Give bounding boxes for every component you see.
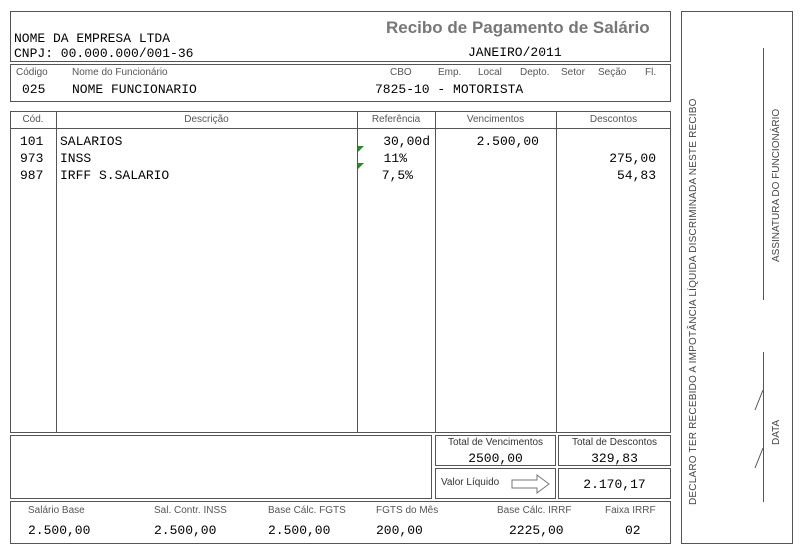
row-descricao: SALARIOS: [60, 134, 123, 149]
company-cnpj: CNPJ: 00.000.000/001-36: [14, 46, 194, 61]
total-vencimentos-label: Total de Vencimentos: [447, 437, 544, 448]
col-divider-3: [435, 111, 436, 433]
value-base-calc-fgts: 2.500,00: [268, 523, 331, 538]
header-referencia: Referência: [371, 114, 421, 125]
label-secao: Seção: [598, 67, 627, 78]
value-fgts-mes: 200,00: [376, 523, 423, 538]
row-descontos: 275,00: [609, 151, 656, 166]
value-base-calc-irrf: 2225,00: [509, 523, 564, 538]
header-vencimentos: Vencimentos: [466, 114, 525, 125]
employee-cbo: 7825-10 - MOTORISTA: [375, 82, 524, 97]
row-descricao: INSS: [60, 151, 92, 166]
label-nome: Nome do Funcionário: [72, 67, 168, 78]
label-fl: Fl.: [645, 67, 657, 78]
period: JANEIRO/2011: [468, 45, 562, 60]
row-descontos: 54,83: [616, 168, 656, 183]
label-emp: Emp.: [438, 67, 462, 78]
header-descricao: Descrição: [184, 114, 229, 125]
table-header-divider: [10, 128, 671, 129]
total-vencimentos-value: 2500,00: [468, 451, 523, 466]
label-base-calc-fgts: Base Cálc. FGTS: [268, 505, 346, 516]
label-local: Local: [478, 67, 502, 78]
total-descontos-value: 329,83: [591, 451, 638, 466]
header-descontos: Descontos: [589, 114, 638, 125]
valor-liquido-label: Valor Líquido: [441, 477, 500, 488]
label-faixa-irrf: Faixa IRRF: [605, 505, 656, 516]
comment-marker-icon: [358, 146, 364, 176]
signature-label: ASSINATURA DO FUNCIONÁRIO: [771, 108, 782, 262]
label-sal-contr-inss: Sal. Contr. INSS: [154, 505, 227, 516]
employee-name: NOME FUNCIONARIO: [72, 82, 197, 97]
label-setor: Setor: [561, 67, 585, 78]
label-codigo: Código: [16, 67, 48, 78]
row-referencia: 11%: [383, 151, 407, 166]
employee-code: 025: [22, 82, 46, 97]
row-cod: 973: [20, 151, 44, 166]
declaration-text: DECLARO TER RECEBIDO A IMPOTÂNCIA LÍQUIDA DISCRIMINADA NESTE RECIBO: [688, 98, 699, 505]
row-referencia: 30,00d: [383, 134, 430, 149]
label-depto: Depto.: [520, 67, 550, 78]
row-referencia: 7,5%: [381, 168, 413, 183]
label-cbo: CBO: [390, 67, 412, 78]
arrow-right-icon: [511, 474, 551, 494]
col-divider-1: [56, 111, 57, 433]
label-base-calc-irrf: Base Cálc. IRRF: [497, 505, 572, 516]
label-fgts-mes: FGTS do Mês: [376, 505, 439, 516]
row-cod: 987: [20, 168, 44, 183]
value-salario-base: 2.500,00: [28, 523, 91, 538]
label-salario-base: Salário Base: [28, 505, 85, 516]
header-cod: Cód.: [22, 114, 44, 125]
totals-left-box: [10, 435, 432, 499]
date-slash-marks: [743, 388, 765, 478]
total-descontos-label: Total de Descontos: [571, 437, 658, 448]
value-sal-contr-inss: 2.500,00: [154, 523, 217, 538]
row-vencimentos: 2.500,00: [476, 134, 539, 149]
value-faixa-irrf: 02: [625, 523, 641, 538]
row-descricao: IRFF S.SALARIO: [60, 168, 170, 183]
valor-liquido-value: 2.170,17: [583, 477, 646, 492]
row-cod: 101: [20, 134, 44, 149]
company-name: NOME DA EMPRESA LTDA: [14, 31, 171, 46]
document-title: Recibo de Pagamento de Salário: [386, 18, 650, 37]
date-label: DATA: [771, 419, 782, 445]
signature-line: [763, 48, 764, 300]
